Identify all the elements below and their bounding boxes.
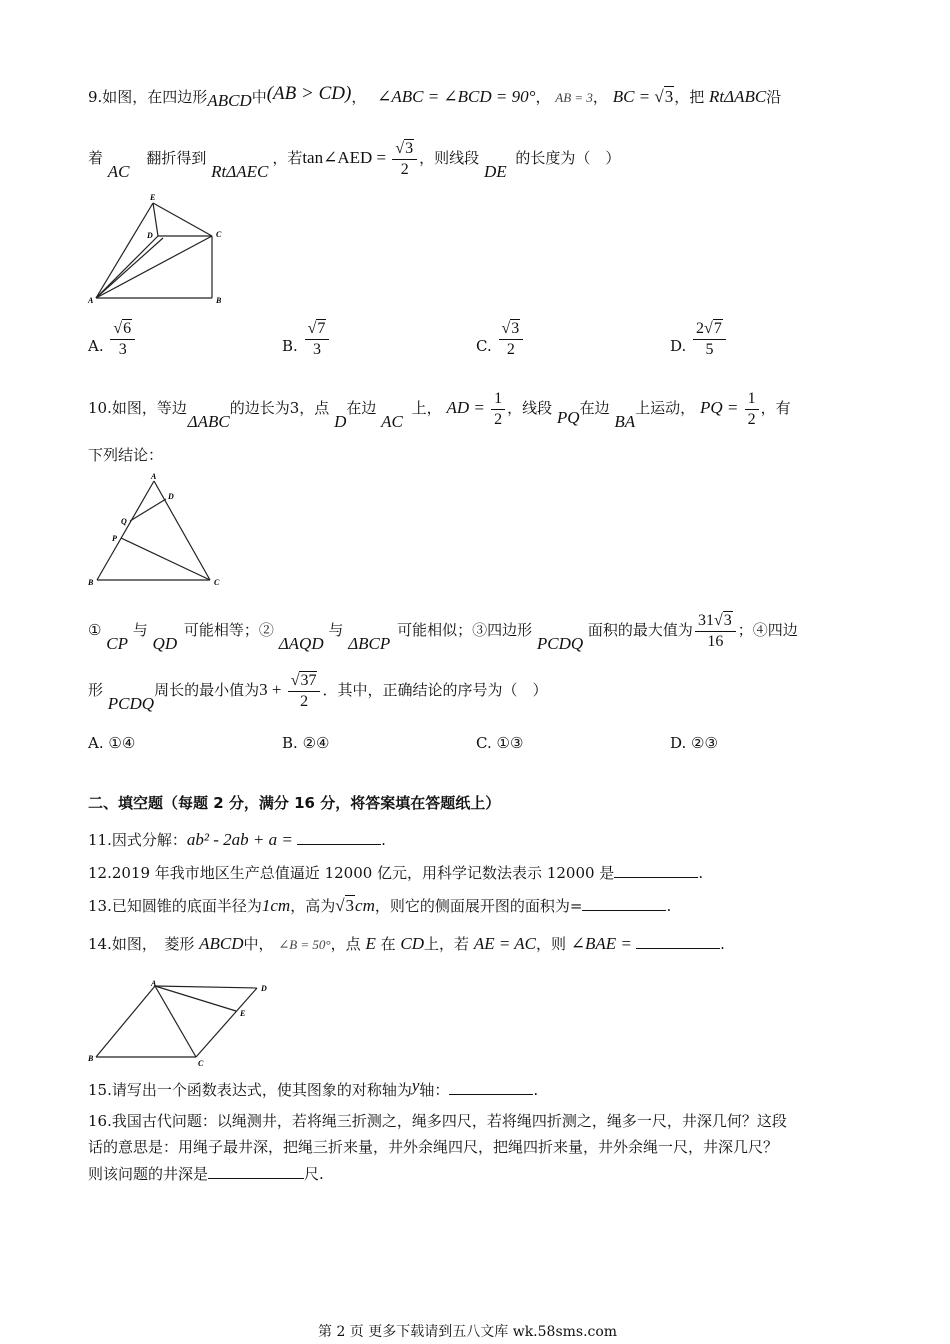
q15-pre: 15.请写出一个函数表达式，使其图象的对称轴为 [88,1081,412,1099]
q9-option-b[interactable]: B. $\frac{√7}{3}$ [282,320,331,358]
q9-option-d-coef: 2 [696,320,705,337]
q10-c4-text: 周长的最小值为 [154,681,260,700]
q9-option-b-den: 3 [312,340,321,358]
q14-pre: 14.如图， 菱形 [88,935,195,953]
q14-seg-ab [96,986,155,1057]
q15-answer-blank[interactable] [449,1093,533,1095]
q10-d: D [334,412,347,432]
q13-post: . [666,897,672,915]
q9-label-c: C [216,230,222,239]
q9-line1: 9.如图，在四边形ABCD中(AB > CD)， ∠ABC = ∠BCD = 90°， AB = 3， BC = √3，把 RtΔABC沿 [88,83,782,110]
q15-y: y [411,1076,420,1095]
q9-label-e: E [150,193,156,202]
q15-axis: 轴： [419,1081,450,1099]
q10-option-b[interactable] [282,734,329,752]
q12 [88,864,703,882]
q10-ad: AD = [446,398,490,418]
q9-seg-ae [96,203,153,298]
q13-h-unit: cm [355,896,375,915]
q10-seg-pc [121,538,210,580]
q10-perim-den: 2 [300,692,309,710]
q14-zai: 在 [380,935,396,953]
q13-h-rad: 3 [345,896,355,915]
q13-post1: ，则它的侧面展开图的面积为= [374,897,583,915]
q9-option-d-label: D. [670,337,687,356]
q10-seg: ，线段 [507,399,553,418]
q9-cond: (AB > CD) [266,83,352,104]
q9-bc-val: 3 [664,87,674,106]
q10-perim-frac: $\frac{√37}{2}$ [288,672,321,710]
q10-label-a: A [151,472,157,481]
q12-pre: 12.2019 年我市地区生产总值逼近 12000 亿元，用科学记数法表示 12000 是 [88,864,615,882]
q10-move: 上运动， [635,399,696,418]
q14-label-b: B [88,1054,94,1063]
q9-tan-num: 3 [405,140,414,157]
q16-post: 尺. [304,1165,324,1183]
q16-line1: 16.我国古代问题：以绳测井，若将绳三折测之，绳多四尺，若将绳四折测之，绳多一尺，井深几何？这段 [88,1112,787,1130]
q10-c3-text: 面积的最大值为 [587,621,693,640]
q10-cp: CP [106,634,128,654]
q14-seg-cd [196,988,257,1057]
q10-label-c: C [214,578,220,587]
q9-option-b-num: 7 [317,320,326,337]
q10-pq-den: 2 [747,410,756,428]
q14-label-e: E [240,1009,246,1018]
q10-aqd: ΔAQD [278,634,324,654]
q14-dian: ，点 [330,935,361,953]
q10-perim-rad: 37 [300,672,317,689]
q9-option-d-num: 7 [713,320,722,337]
q10-area-num: 31 [697,612,714,629]
q9-option-c-num: 3 [511,320,520,337]
q10-option-d-text: ②③ [691,734,718,752]
q14-abcd: ABCD [199,934,244,953]
q10-ad-num: 1 [491,390,505,410]
q10-line1 [88,390,791,432]
q9-option-c-label: C. [476,337,492,356]
q14-answer-blank[interactable] [636,947,720,949]
q9-option-d[interactable]: D. $\frac{2√7}{5}$ [670,320,728,358]
q13-mid: ，高为 [290,897,336,915]
q12-post: . [698,864,704,882]
q14-angle: ∠B = 50° [278,937,331,952]
q9-number-text: 9.如图，在四边形 [88,88,208,106]
q9-ze: ，则线段 [419,149,480,168]
q9-option-a-den: 3 [118,340,127,358]
q10-perim-pre: 3 + [259,680,286,700]
q9-yan: 沿 [766,88,782,106]
q10-number-text: 10.如图，等边 [88,399,187,418]
q9-option-a[interactable]: A. $\frac{√6}{3}$ [88,320,137,358]
q10-option-d[interactable] [670,734,718,752]
q10-c4-start: ；④四边 [737,621,798,640]
q9-option-c[interactable]: C. $\frac{√3}{2}$ [476,320,525,358]
q9-label-b: B [216,296,222,305]
q10-option-a[interactable] [88,734,135,752]
q9-ruo: ，若 [272,149,303,168]
q10-figure [84,472,224,592]
q14-label-d: D [261,984,267,993]
q9-tan: tan∠AED = [302,148,391,168]
q10-conclusions-line2 [88,672,548,714]
q10-label-d: D [168,492,174,501]
q10-pq-num: 1 [745,390,759,410]
q16-answer-blank[interactable] [208,1177,304,1179]
q9-zhe: 着 [88,149,104,168]
q9-tan-den: 2 [400,160,409,178]
q10-option-d-label: D. [670,734,687,752]
q10-ad-den: 2 [494,410,503,428]
q14-zhong: 中， [243,935,274,953]
q14-shang: 上，若 [424,935,470,953]
q9-tri2: RtΔAEC [211,162,269,182]
q9-angles: ∠ABC = ∠BCD = 90° [377,87,536,106]
q10-zaibian: 在边 [579,399,610,418]
q16-line3-text: 则该问题的井深是 [88,1165,209,1183]
q10-shang: 上， [411,399,442,418]
q13-answer-blank[interactable] [582,909,666,911]
q14-figure [84,976,274,1066]
q14 [88,934,725,954]
q14-ze: ，则 [535,935,566,953]
q10-seg-ab [97,481,154,580]
q9-option-b-label: B. [282,337,298,356]
q10-area-frac: $\frac{31√3}{16}$ [695,612,736,650]
q9-comma: ， [351,88,367,106]
q14-e: E [365,934,376,953]
q14-cd: CD [400,934,425,953]
q9-option-a-num: 6 [123,320,132,337]
q10-seg-ac [154,481,210,580]
q15 [88,1076,539,1100]
q10-line2: 下列结论： [88,446,164,464]
q10-tri: ΔABC [187,412,230,432]
q10-area-rad: 3 [723,612,732,629]
q10-option-a-text: ①④ [108,734,136,752]
q13-r: 1cm [261,896,291,915]
q9-ab: AB = 3 [555,90,593,105]
q10-option-c-label: C. [476,734,492,752]
q9-option-c-den: 2 [506,340,515,358]
q14-ask: ∠BAE = [570,934,637,953]
q11-expr: ab² - 2ab + a = [186,830,298,849]
q9-ba: ，把 [674,88,705,106]
q10-yu2: 与 [328,621,344,640]
q10-option-b-text: ②④ [302,734,330,752]
q10-yu1: 与 [132,621,148,640]
q16-line3 [88,1165,324,1183]
q9-zhong: 中 [251,88,267,106]
q9-figure [84,190,234,310]
q11-post: . [381,831,386,849]
page-footer: 第 2 页 更多下载请到五八文库 wk.58sms.com [318,1324,618,1340]
q9-ac: AC [107,162,130,182]
q10-you: ，有 [760,399,791,418]
q9-seg-ed [153,203,158,236]
q9-line2 [88,140,621,182]
q10-pq: PQ [556,408,580,428]
q14-label-c: C [198,1059,204,1066]
q10-xing: 形 [88,681,104,700]
q10-label-q: Q [121,517,127,526]
q11-answer-blank[interactable] [297,843,381,845]
q10-tail: ．其中，正确结论的序号为（ ） [322,681,548,700]
q9-bc: BC = [612,87,655,106]
q9-seg-ec [153,203,212,236]
q10-option-b-label: B. [282,734,298,752]
q9-tan-frac: $\frac{√3}{2}$ [392,140,417,178]
q9-de: DE [483,162,507,182]
q14-post: . [720,935,725,953]
q13-pre: 13.已知圆锥的底面半径为 [88,897,262,915]
q10-option-c[interactable] [476,734,523,752]
q10-pcdq2: PCDQ [107,694,155,714]
q9-fold: 翻折得到 [146,149,207,168]
q10-option-c-text: ①③ [496,734,524,752]
q10-ac: AC [381,412,403,432]
q10-bcp: ΔBCP [348,634,391,654]
q11-pre: 11.因式分解： [88,831,187,849]
q10-qd: QD [152,634,178,654]
q15-post: . [533,1081,539,1099]
q10-label-b: B [88,578,94,587]
q10-label-p: P [112,534,117,543]
q10-zai: 在边 [346,399,377,418]
q10-pq-frac [745,390,759,428]
q10-c1-mark: ① [88,621,102,640]
q14-cond: AE = AC [473,934,536,953]
q9-tail: 的长度为（ ） [515,149,621,168]
q9-option-a-label: A. [88,337,104,356]
q14-seg-ad [155,986,257,988]
q16-line2: 话的意思是：用绳子最井深，把绳三折来量，井外余绳四尺，把绳四折来量，井外余绳一尺，井深几尺？ [88,1138,779,1156]
q10-option-a-label: A. [88,734,104,752]
q10-ba: BA [614,412,636,432]
q9-label-a: A [88,296,94,305]
q10-area-den: 16 [707,632,724,650]
q11 [88,830,386,850]
q13: 13.已知圆锥的底面半径为1cm，高为√3cm，则它的侧面展开图的面积为= . [88,896,672,915]
q10-ad-frac [491,390,505,428]
q9-label-d: D [147,231,153,240]
q9-option-d-den: 5 [705,340,714,358]
q12-answer-blank[interactable] [614,876,698,878]
section-heading: 二、填空题（每题 2 分，满分 16 分，将答案填在答题纸上） [88,794,501,812]
q10-conclusions-line1 [88,612,798,654]
q10-c2-text: 可能相似；③四边形 [397,621,533,640]
q9-tri1: RtΔABC [709,87,767,106]
q10-side: 的边长为3，点 [229,399,330,418]
q9-quad: ABCD [207,91,252,110]
q14-label-a: A [151,979,157,988]
q10-pq2: PQ = [699,398,743,418]
q10-pcdq: PCDQ [536,634,584,654]
q10-seg-qd [130,499,166,521]
q10-c1-text: 可能相等；② [183,621,274,640]
